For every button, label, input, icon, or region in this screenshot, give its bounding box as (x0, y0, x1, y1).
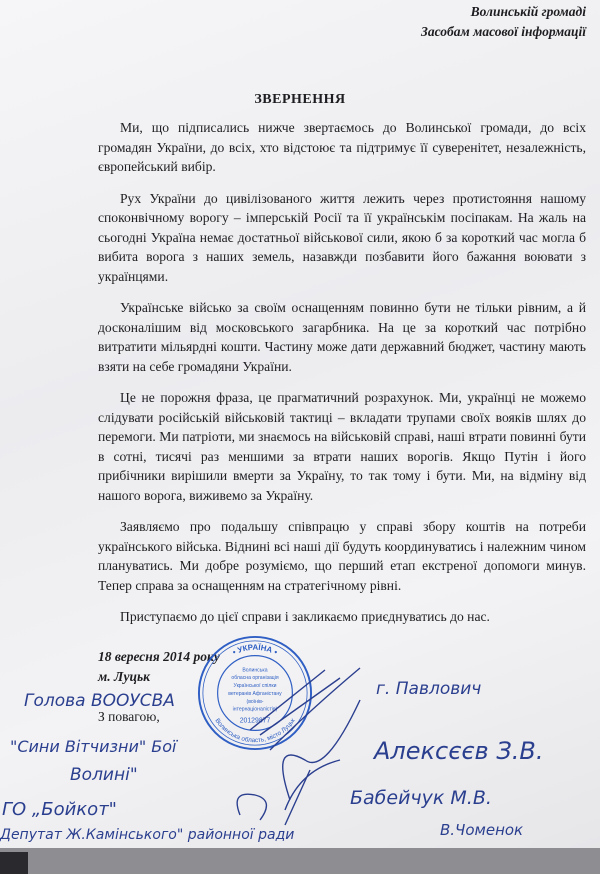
handwritten-signature: Бабейчук М.В. (350, 787, 492, 809)
stamp-ring-side: Волинська область, місто Луцьк (213, 717, 297, 745)
stamp-text: Української спілки (233, 683, 277, 690)
handwritten-note: Депутат Ж.Камінського" районної ради (0, 827, 295, 843)
stamp-ring-top: • УКРАЇНА • (231, 642, 279, 657)
paragraph: Це не порожня фраза, це прагматичний розрахунок. Ми, українці не можемо слідувати російській військовій тактиці – вкладати трупами своїх вояків шлях до перемоги. Ми патріоти, ми знаємось на військовій справі, наші втрати повинні бути в сотні, тисячі раз меншими за втрати наших ворогів. Якщо Путін і його прибічники вирішили вмерти за Україну, то так тому і бути. Ми, на відміну від нашого ворога, виживемо за Україну. (98, 390, 586, 503)
handwritten-signature: Алексєєв З.В. (374, 737, 544, 765)
stamp-code: 20129877 (239, 717, 271, 725)
handwritten-signature: В.Чоменок (440, 821, 524, 839)
stamp-text: (воїнів- (246, 698, 264, 705)
letter-body (98, 118, 586, 725)
handwritten-note: Волині" (70, 765, 138, 785)
background-shadow (0, 852, 28, 874)
handwritten-note: г. Павлович (376, 679, 482, 699)
addressee-block (421, 2, 586, 42)
stamp-text: обласна організація (231, 675, 279, 682)
stamp-text: Волинська (242, 667, 268, 674)
addressee-line: Волинській громаді (470, 4, 586, 19)
stamp-text: інтернаціоналістів) (232, 706, 278, 713)
handwritten-note: Голова ВООУСВА (24, 691, 175, 711)
paragraph: Українське військо за своїм оснащенням повинно бути не тільки рівним, а й досконалішим від московського загарбника. На це за короткий час потрібно витратити мільярдні кошти. Частину може дати державний бюджет, частину мають взяти на себе громадяни України. (98, 300, 586, 374)
background-surface (0, 848, 600, 874)
closing: З повагою, (98, 708, 160, 724)
document-title: ЗВЕРНЕННЯ (254, 92, 346, 107)
paragraph: Заявляємо про подальшу співпрацю у справі збору коштів на потреби українського війська. Віднині всі наші дії будуть координуватись і належним чином плануватись. Ми добре розуміємо, що перший етап екстреної допомоги минув. Тепер справа за оснащенням на стратегічному рівні. (98, 519, 586, 593)
paragraph: Рух України до цивілізованого життя лежить через протистояння нашому споконвічному ворогу – імперській Росії та її українськім посіпакам. На жаль на сьогодні Україна немає достатньої військової сили, якою б за короткий час могла б вибита ворога з наших земель, назавжди позбавити його бажання воювати з українцями. (98, 190, 586, 284)
letter-city: м. Луцьк (98, 668, 151, 684)
paragraph: Приступаємо до цієї справи і закликаємо приєднуватись до нас. (120, 609, 490, 624)
handwritten-note: "Сини Вітчизни" Бої (10, 737, 177, 756)
letter-date: 18 вересня 2014 року (98, 648, 220, 664)
handwritten-note: ГО „Бойкот" (2, 799, 117, 820)
paragraph: Ми, що підписались нижче звертаємось до Волинської громади, до всіх громадян України, до всіх, хто відстоює та підтримує її суверенітет, незалежність, європейський вибір. (98, 120, 586, 174)
addressee-line: Засобам масової інформації (420, 24, 586, 39)
stamp-text: ветеранів Афганістану (228, 690, 282, 697)
